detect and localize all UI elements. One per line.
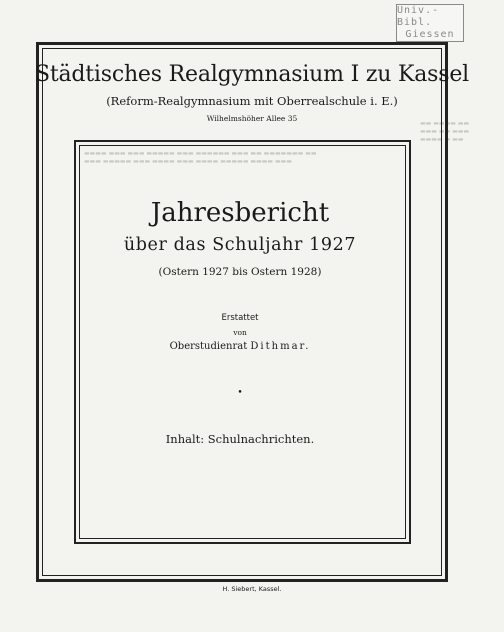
- report-subtitle: über das Schuljahr 1927: [123, 235, 357, 255]
- author-line: [0, 341, 492, 352]
- stamp-line-1: Univ.-Bibl.: [397, 5, 440, 28]
- ornament-dot: •: [237, 388, 243, 398]
- printer-imprint: H. Siebert, Kassel.: [222, 585, 282, 593]
- submitted-by-von: von: [233, 328, 247, 337]
- bleed-through-text: ▬▬▬▬ ▬▬▬ ▬▬▬ ▬▬▬▬▬ ▬▬▬ ▬▬▬▬▬▬ ▬▬▬ ▬▬ ▬▬▬▬▬▬▬ ▬▬ ▬▬▬ ▬▬▬▬▬ ▬▬▬ ▬▬▬▬ ▬▬▬ ▬▬▬▬ ▬▬▬▬▬ ▬▬▬▬ ▬▬▬: [84, 150, 317, 165]
- author-name: Dithmar.: [250, 341, 311, 352]
- school-name: Städtisches Realgymnasium I zu Kassel: [34, 62, 470, 87]
- author-title: Oberstudienrat: [169, 341, 248, 352]
- submitted-by-label: Erstattet: [221, 313, 259, 323]
- report-title: Jahresbericht: [150, 198, 330, 228]
- report-period: (Ostern 1927 bis Ostern 1928): [158, 266, 322, 278]
- stamp-line-2: Giessen: [405, 29, 455, 40]
- school-type: (Reform-Realgymnasium mit Oberrealschule i. E.): [106, 94, 398, 108]
- library-stamp: [396, 4, 464, 42]
- bleed-through-text: ▬▬ ▬▬▬▬ ▬▬ ▬▬▬ ▬▬ ▬▬▬ ▬▬▬▬ ▬ ▬▬: [420, 120, 470, 143]
- contents-line: Inhalt: Schulnachrichten.: [165, 432, 315, 446]
- school-address: Wilhelmshöher Allee 35: [206, 114, 298, 123]
